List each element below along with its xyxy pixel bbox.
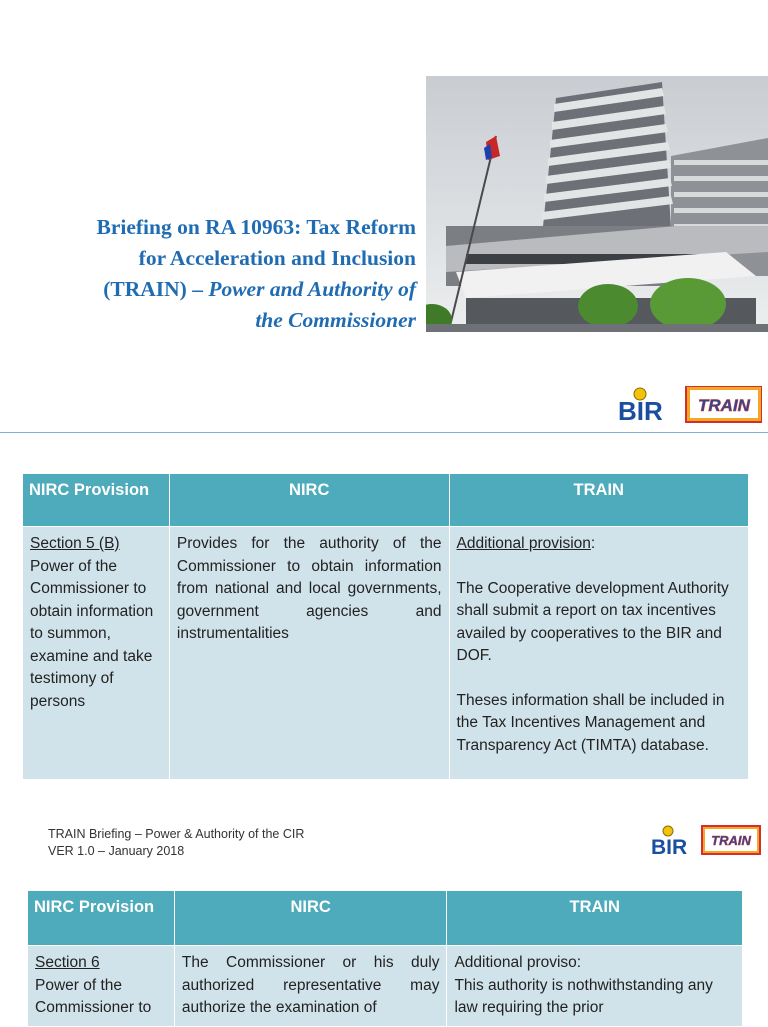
footer-line-1: TRAIN Briefing – Power & Authority of the CIR (48, 827, 305, 841)
train-paragraph-2: Theses information shall be included in the Tax Incentives Management and Transparency Act (TIMTA) database. (456, 691, 725, 754)
train-heading-label: Additional provision (456, 535, 591, 552)
provision-cell (28, 946, 175, 1027)
slide-footer (48, 826, 304, 860)
bir-train-logo-graphic (616, 386, 762, 426)
provision-table-section-6 (27, 890, 743, 1027)
footer-line-2: VER 1.0 – January 2018 (48, 844, 185, 858)
header-nirc-provision: NIRC Provision (23, 474, 170, 527)
train-paragraph-1: The Cooperative development Authority shall submit a report on tax incentives availed by cooperatives to the BIR and DOF. (456, 579, 729, 664)
provision-section: Section 5 (B) (30, 535, 120, 552)
slide-title (10, 212, 416, 336)
header-nirc-provision: NIRC Provision (28, 891, 175, 946)
title-line-1: Briefing on RA 10963: Tax Reform (96, 215, 416, 239)
slide-divider (0, 432, 768, 433)
provision-cell (23, 527, 170, 780)
logo-bir-text: BIR (618, 396, 663, 426)
title-line-3-italic: Power and Authority of (208, 277, 416, 301)
header-nirc: NIRC (169, 474, 449, 527)
header-nirc: NIRC (174, 891, 447, 946)
train-heading (457, 533, 742, 556)
bir-train-logo (616, 386, 762, 426)
title-line-4: the Commissioner (255, 308, 416, 332)
table-header-row (23, 474, 749, 527)
logo-train-text: TRAIN (698, 396, 750, 415)
train-cell (449, 527, 749, 780)
provision-description: Power of the Commissioner to (35, 976, 152, 1016)
table-row (28, 946, 743, 1027)
bir-train-logo-small (650, 824, 761, 858)
train-line-1: Additional proviso: (454, 954, 582, 971)
title-line-3-plain: (TRAIN) – (103, 277, 209, 301)
nirc-text: Provides for the authority of the Commissioner to obtain information from national and local governments, government agencies and instrumentalities (176, 535, 442, 642)
logo-small-bir-text: BIR (651, 836, 688, 858)
train-heading-suffix: : (590, 535, 596, 552)
train-cell (447, 946, 743, 1027)
provision-description: Power of the Commissioner to obtain information to summon, examine and take testimony of persons (30, 557, 154, 710)
title-slide (0, 0, 768, 432)
nirc-cell (174, 946, 447, 1027)
title-line-3 (10, 274, 416, 305)
header-train: TRAIN (449, 474, 749, 527)
logo-small-train-text: TRAIN (711, 833, 751, 848)
nirc-text: The Commissioner or his duly authorized representative may authorize the examination of (181, 954, 440, 1016)
header-train: TRAIN (447, 891, 743, 946)
building-illustration (426, 76, 768, 332)
provision-table-section-5b (22, 473, 749, 780)
title-line-2: for Acceleration and Inclusion (138, 246, 416, 270)
table-row (23, 527, 749, 780)
train-line-2: This authority is nothwithstanding any law requiring the prior (454, 976, 713, 1016)
table-header-row (28, 891, 743, 946)
bir-train-logo-small-graphic (650, 824, 761, 858)
provision-section: Section 6 (35, 954, 100, 971)
bir-building-photo (426, 76, 768, 332)
nirc-cell (169, 527, 449, 780)
